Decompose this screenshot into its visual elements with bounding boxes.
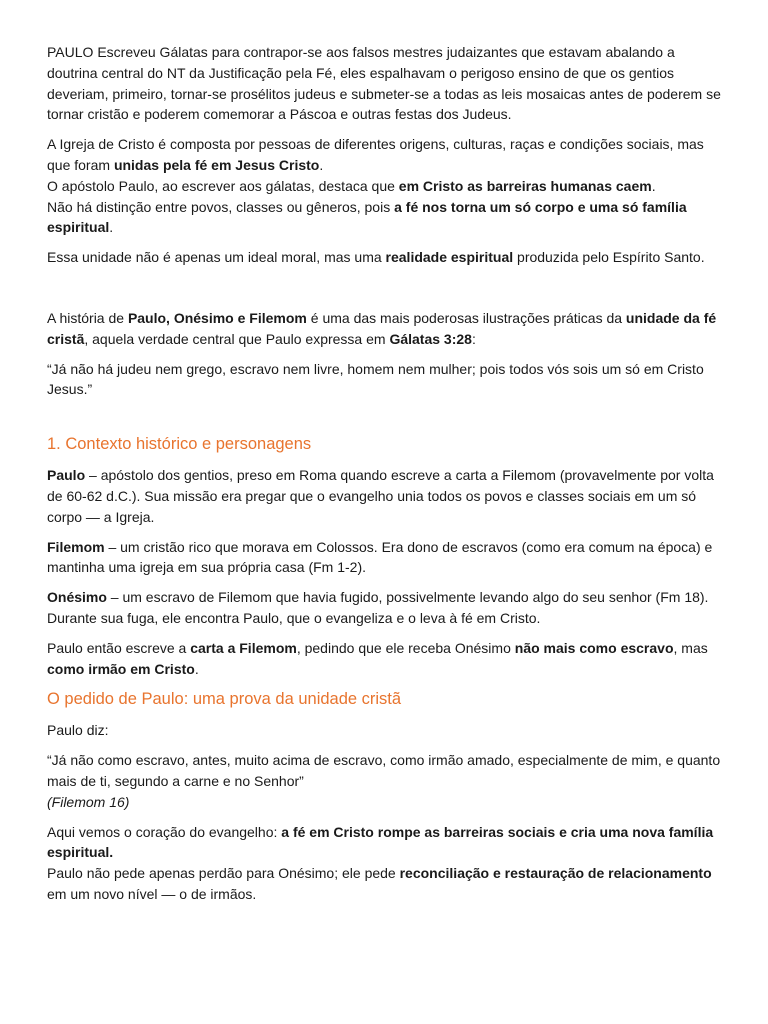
character-filemom: Filemom – um cristão rico que morava em Colossos. Era dono de escravos (como era comum na época) e mantinha uma igreja em sua própria casa (Fm 1-2). [47,538,713,576]
section-heading-context: 1. Contexto histórico e personagens [47,435,312,454]
intro-paragraph-2: A Igreja de Cristo é composta por pessoas de diferentes origens, culturas, raças e condições sociais, mas que foram unidas pela fé em Jesus Cristo. O apóstolo Paulo, ao escrever aos gálatas, destaca que em Cristo as barreiras humanas caem. Não há distinção entre povos, classes ou gêneros, pois a fé nos torna um só corpo e uma só família espiritual. [47,136,704,236]
intro-paragraph-4: A história de Paulo, Onésimo e Filemom é uma das mais poderosas ilustrações práticas da unidade da fé cristã, aquela verdade central que Paulo expressa em Gálatas 3:28: [47,309,717,347]
conclusion-paragraph: Aqui vemos o coração do evangelho: a fé em Cristo rompe as barreiras sociais e cria uma nova família espiritual. Paulo não pede apenas perdão para Onésimo; ele pede reconciliação e restauração de relacionamento em um novo nível — o de irmãos. [47,823,714,902]
filemom-quote-reference: (Filemom 16) [47,793,130,810]
letter-paragraph: Paulo então escreve a carta a Filemom, pedindo que ele receba Onésimo não mais como escravo, mas como irmão em Cristo. [47,639,708,677]
filemom-quote: “Já não como escravo, antes, muito acima de escravo, como irmão amado, especialmente de mim, e quanto mais de ti, segundo a carne e no Senhor” (Filemom 16) [47,752,721,810]
section-heading-request: O pedido de Paulo: uma prova da unidade cristã [47,690,402,709]
intro-paragraph-3: Essa unidade não é apenas um ideal moral, mas uma realidade espiritual produzida pelo Espírito Santo. [47,249,705,266]
character-onesimo: Onésimo – um escravo de Filemom que havia fugido, possivelmente levando algo do seu senhor (Fm 18). Durante sua fuga, ele encontra Paulo, que o evangeliza e o leva à fé em Cristo. [47,589,709,626]
intro-paragraph-1: PAULO Escreveu Gálatas para contrapor-se aos falsos mestres judaizantes que estavam abalando a doutrina central do NT da Justificação pela Fé, eles espalhavam o perigoso ensino de que os gentios deveriam, primeiro, tornar-se prosélitos judeus e submeter-se a todas as leis mosaicas antes de poderem se tornar cristão e poderem comemorar a Páscoa e outras festas dos Judeus. [47,44,721,123]
document-page [47,42,723,905]
galatas-quote: “Já não há judeu nem grego, escravo nem livre, homem nem mulher; pois todos vós sois um só em Cristo Jesus.” [47,360,704,398]
character-paulo: Paulo – apóstolo dos gentios, preso em Roma quando escreve a carta a Filemom (provavelmente por volta de 60-62 d.C.). Sua missão era pregar que o evangelho unia todos os povos e classes sociais em um só corpo — a Igreja. [47,467,714,525]
paulo-diz: Paulo diz: [47,722,109,739]
